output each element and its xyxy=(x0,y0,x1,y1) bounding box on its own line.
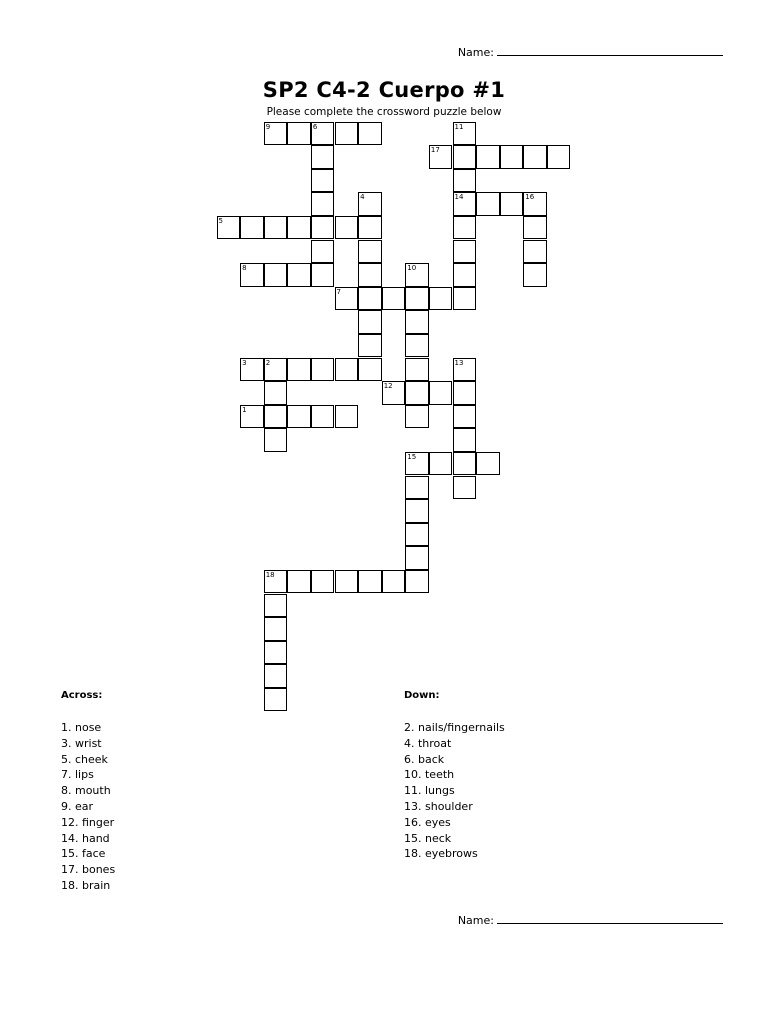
crossword-cell[interactable] xyxy=(405,381,429,405)
crossword-cell[interactable] xyxy=(217,216,241,240)
name-blank[interactable] xyxy=(497,914,723,924)
crossword-cell[interactable] xyxy=(287,358,311,382)
crossword-cell[interactable] xyxy=(405,310,429,334)
across-clue: 18. brain xyxy=(61,878,111,892)
clue-number: 6 xyxy=(312,122,318,131)
crossword-cell[interactable] xyxy=(547,145,571,169)
crossword-cell[interactable] xyxy=(453,381,477,405)
name-field-bottom[interactable] xyxy=(458,914,723,927)
crossword-cell[interactable] xyxy=(358,287,382,311)
down-clue: 15. neck xyxy=(404,831,452,845)
crossword-cell[interactable] xyxy=(405,546,429,570)
crossword-cell[interactable] xyxy=(453,476,477,500)
crossword-cell[interactable] xyxy=(264,641,288,665)
crossword-cell[interactable] xyxy=(287,216,311,240)
crossword-cell[interactable] xyxy=(335,570,359,594)
crossword-cell[interactable] xyxy=(287,570,311,594)
down-clue: 10. teeth xyxy=(404,768,455,782)
across-clue: 9. ear xyxy=(61,799,94,813)
clue-number: 3 xyxy=(242,358,247,367)
crossword-cell[interactable] xyxy=(287,405,311,429)
clue-number: 18 xyxy=(265,570,275,579)
down-clues xyxy=(404,690,505,862)
crossword-cell[interactable] xyxy=(311,216,335,240)
crossword-cell[interactable] xyxy=(405,405,429,429)
crossword-cell[interactable] xyxy=(240,405,264,429)
across-clue: 12. finger xyxy=(61,815,115,829)
page-subtitle: Please complete the crossword puzzle below xyxy=(266,106,502,118)
crossword-cell[interactable] xyxy=(287,263,311,287)
clue-number: 16 xyxy=(525,193,535,202)
down-clue: 4. throat xyxy=(404,736,452,750)
crossword-cell[interactable] xyxy=(382,381,406,405)
clue-number: 11 xyxy=(454,122,464,131)
crossword-cell[interactable] xyxy=(405,570,429,594)
clue-number: 17 xyxy=(430,146,440,155)
clue-number: 1 xyxy=(242,405,247,414)
crossword-cell[interactable] xyxy=(382,570,406,594)
crossword-cell[interactable] xyxy=(311,358,335,382)
crossword-cell[interactable] xyxy=(287,122,311,146)
crossword-cell[interactable] xyxy=(358,192,382,216)
clue-number: 10 xyxy=(407,264,417,273)
crossword-cell[interactable] xyxy=(264,594,288,618)
across-clue: 17. bones xyxy=(61,863,116,877)
crossword-cell[interactable] xyxy=(335,358,359,382)
crossword-cell[interactable] xyxy=(311,145,335,169)
crossword-cell[interactable] xyxy=(264,358,288,382)
crossword-cell[interactable] xyxy=(311,169,335,193)
crossword-cell[interactable] xyxy=(405,476,429,500)
crossword-cell[interactable] xyxy=(264,664,288,688)
crossword-cell[interactable] xyxy=(358,263,382,287)
crossword-cell[interactable] xyxy=(264,570,288,594)
crossword-cell[interactable] xyxy=(358,358,382,382)
down-clue: 6. back xyxy=(404,752,445,766)
crossword-cell[interactable] xyxy=(429,145,453,169)
crossword-cell[interactable] xyxy=(476,145,500,169)
crossword-cell[interactable] xyxy=(358,570,382,594)
crossword-cell[interactable] xyxy=(405,358,429,382)
crossword-cell[interactable] xyxy=(453,216,477,240)
crossword-cell[interactable] xyxy=(429,452,453,476)
down-clue: 13. shoulder xyxy=(404,799,473,813)
clue-number: 5 xyxy=(218,216,223,225)
crossword-cell[interactable] xyxy=(453,287,477,311)
crossword-cell[interactable] xyxy=(429,287,453,311)
crossword-cell[interactable] xyxy=(240,358,264,382)
name-field-top[interactable] xyxy=(458,46,723,59)
crossword-cell[interactable] xyxy=(405,287,429,311)
crossword-cell[interactable] xyxy=(311,263,335,287)
across-clue: 8. mouth xyxy=(61,784,111,798)
down-clue: 16. eyes xyxy=(404,815,451,829)
crossword-cell[interactable] xyxy=(453,405,477,429)
crossword-cell[interactable] xyxy=(405,499,429,523)
crossword-cell[interactable] xyxy=(523,145,547,169)
crossword-cell[interactable] xyxy=(358,334,382,358)
crossword-cell[interactable] xyxy=(264,122,288,146)
crossword-cell[interactable] xyxy=(500,145,524,169)
crossword-cell[interactable] xyxy=(523,263,547,287)
crossword-cell[interactable] xyxy=(405,334,429,358)
crossword-cell[interactable] xyxy=(523,192,547,216)
crossword-cell[interactable] xyxy=(311,570,335,594)
clue-number: 15 xyxy=(407,452,417,461)
crossword-cell[interactable] xyxy=(453,240,477,264)
crossword-cell[interactable] xyxy=(453,169,477,193)
crossword-cell[interactable] xyxy=(311,240,335,264)
crossword-cell[interactable] xyxy=(429,381,453,405)
clue-number: 14 xyxy=(454,193,464,202)
crossword-cell[interactable] xyxy=(405,263,429,287)
page-title: SP2 C4-2 Cuerpo #1 xyxy=(262,78,506,102)
clue-number: 9 xyxy=(265,122,271,131)
crossword-cell[interactable] xyxy=(358,216,382,240)
across-clue: 5. cheek xyxy=(61,752,108,766)
crossword-cell[interactable] xyxy=(405,452,429,476)
crossword-cell[interactable] xyxy=(358,122,382,146)
across-clue: 15. face xyxy=(61,847,106,861)
crossword-cell[interactable] xyxy=(311,192,335,216)
clue-number: 13 xyxy=(454,358,464,367)
crossword-cell[interactable] xyxy=(453,452,477,476)
crossword-cell[interactable] xyxy=(476,192,500,216)
across-clue-list xyxy=(61,720,115,894)
crossword-cell[interactable] xyxy=(240,263,264,287)
across-clue: 3. wrist xyxy=(61,736,102,750)
crossword-cell[interactable] xyxy=(405,523,429,547)
down-clue: 2. nails/fingernails xyxy=(404,721,505,734)
crossword-cell[interactable] xyxy=(264,216,288,240)
crossword-cell[interactable] xyxy=(264,428,288,452)
clue-number: 2 xyxy=(265,358,271,367)
crossword-cell[interactable] xyxy=(523,216,547,240)
down-clue-list xyxy=(404,720,505,862)
across-clue: 1. nose xyxy=(61,721,102,734)
crossword-cell[interactable] xyxy=(311,405,335,429)
crossword-cell[interactable] xyxy=(453,428,477,452)
across-clues xyxy=(61,690,115,894)
crossword-cell[interactable] xyxy=(264,688,288,712)
crossword-cell[interactable] xyxy=(335,405,359,429)
crossword-cell[interactable] xyxy=(382,287,406,311)
crossword-cell[interactable] xyxy=(453,145,477,169)
crossword-cell[interactable] xyxy=(335,287,359,311)
crossword-cell[interactable] xyxy=(358,310,382,334)
clue-number: 8 xyxy=(242,264,247,273)
clue-number: 12 xyxy=(383,382,393,391)
crossword-cell[interactable] xyxy=(453,122,477,146)
name-label: Name: xyxy=(457,914,494,927)
clue-number: 4 xyxy=(360,193,365,202)
crossword-cell[interactable] xyxy=(453,263,477,287)
across-clue: 14. hand xyxy=(61,831,110,845)
crossword-cell[interactable] xyxy=(264,617,288,641)
crossword-cell[interactable] xyxy=(453,358,477,382)
crossword-cell[interactable] xyxy=(476,452,500,476)
crossword-cell[interactable] xyxy=(240,216,264,240)
crossword-cell[interactable] xyxy=(500,192,524,216)
crossword-cell[interactable] xyxy=(523,240,547,264)
crossword-cell[interactable] xyxy=(264,381,288,405)
crossword-cell[interactable] xyxy=(264,263,288,287)
name-label: Name: xyxy=(457,46,494,59)
crossword-cell[interactable] xyxy=(358,240,382,264)
down-clue: 11. lungs xyxy=(404,784,455,798)
across-clue: 7. lips xyxy=(61,768,94,782)
across-heading: Across: xyxy=(61,690,103,701)
down-heading: Down: xyxy=(404,690,440,701)
crossword-cell[interactable] xyxy=(335,122,359,146)
down-clue: 18. eyebrows xyxy=(404,847,478,861)
name-blank[interactable] xyxy=(497,46,723,56)
crossword-cell[interactable] xyxy=(311,122,335,146)
crossword-cell[interactable] xyxy=(264,405,288,429)
crossword-cell[interactable] xyxy=(453,192,477,216)
clue-number: 7 xyxy=(336,287,341,296)
crossword-cell[interactable] xyxy=(335,216,359,240)
